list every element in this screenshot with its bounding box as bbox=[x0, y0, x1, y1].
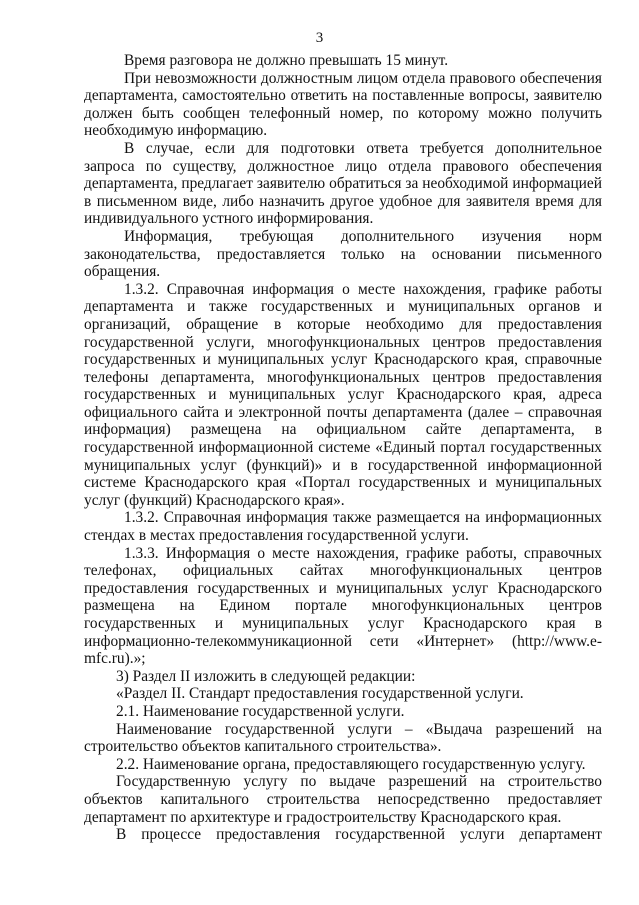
text-line: 2.2. Наименование органа, предоставляющего государственную услугу. bbox=[116, 755, 586, 773]
text-line: телефоны департамента, многофункциональных центров предоставления bbox=[84, 368, 602, 386]
text-line: должен быть сообщен телефонный номер, по которому можно получить bbox=[84, 104, 602, 122]
text-line: государственных и муниципальных услуг Краснодарского края в bbox=[84, 615, 602, 632]
text-line: размещена на Едином портале многофункциональных центров bbox=[84, 597, 602, 615]
text-line: строительство объектов капитального строительства». bbox=[84, 738, 442, 756]
text-line: 1.3.3. Информация о месте нахождения, графике работы, справочных bbox=[124, 544, 602, 562]
text-line: департамента и также государственных и муниципальных органов и bbox=[84, 298, 602, 316]
text-line: При невозможности должностным лицом отдела правового обеспечения bbox=[124, 69, 602, 87]
text-line: Время разговора не должно превышать 15 минут. bbox=[124, 52, 449, 69]
text-line: организаций, обращение в которые необходимо для предоставления bbox=[84, 315, 602, 333]
text-line: услуг (функций) Краснодарского края». bbox=[84, 491, 345, 509]
paragraph bbox=[84, 685, 602, 703]
text-line: индивидуального устного информирования. bbox=[84, 210, 374, 228]
text-line: 3) Раздел II изложить в следующей редакции: bbox=[116, 667, 416, 685]
text-line: mfc.ru).»; bbox=[84, 650, 146, 668]
paragraph bbox=[84, 545, 602, 668]
text-line: Информация, требующая дополнительного изучения норм bbox=[124, 227, 602, 245]
text-line: законодательства, предоставляется только на основании письменного bbox=[84, 245, 602, 263]
text-line: официального сайта и электронной почты департамента (далее – справочная bbox=[84, 403, 602, 421]
text-line: Наименование государственной услуги – «Выдача разрешений на bbox=[116, 720, 602, 738]
text-line: департамента, предлагает заявителю обратиться за необходимой информацией bbox=[84, 175, 602, 193]
paragraph bbox=[84, 826, 602, 844]
text-line: информация) размещена на официальном сайте департамента, в bbox=[84, 421, 602, 439]
text-line: 1.3.2. Справочная информация о месте нахождения, графике работы bbox=[124, 280, 602, 298]
text-line: предоставления государственных и муниципальных услуг Краснодарского bbox=[84, 579, 602, 597]
page-number: 3 bbox=[315, 30, 324, 46]
paragraph bbox=[84, 228, 602, 281]
text-line: департамент по архитектуре и градостроительству Краснодарского края. bbox=[84, 808, 562, 826]
text-line: необходимую информацию. bbox=[84, 122, 268, 140]
paragraph bbox=[84, 773, 602, 826]
text-line: стендах в местах предоставления государственной услуги. bbox=[84, 527, 469, 545]
text-line: системе Краснодарского края «Портал государственных и муниципальных bbox=[84, 474, 602, 492]
paragraph bbox=[84, 70, 602, 140]
paragraph bbox=[84, 281, 602, 510]
paragraph bbox=[84, 721, 602, 756]
document-body bbox=[84, 52, 602, 844]
paragraph bbox=[84, 703, 602, 721]
text-line: В случае, если для подготовки ответа требуется дополнительное bbox=[124, 139, 602, 157]
paragraph bbox=[84, 509, 602, 544]
text-line: муниципальных услуг (функций)» и в государственной информационной bbox=[84, 456, 602, 474]
text-line: «Раздел II. Стандарт предоставления государственной услуги. bbox=[116, 685, 524, 703]
text-line: В процессе предоставления государственной услуги департамент bbox=[116, 826, 602, 844]
text-line: департамента, самостоятельно ответить на поставленные вопросы, заявителю bbox=[84, 87, 602, 105]
text-line: государственных и муниципальных услуг Краснодарского края, адреса bbox=[84, 386, 602, 404]
paragraph bbox=[84, 668, 602, 686]
text-line: запроса по существу, должностное лицо отдела правового обеспечения bbox=[84, 157, 602, 175]
text-line: информационно-телекоммуникационной сети «Интернет» (http://www.e- bbox=[84, 632, 602, 650]
text-line: государственной информационной системе «Единый портал государственных bbox=[84, 439, 602, 457]
text-line: 1.3.2. Справочная информация также размещается на информационных bbox=[124, 509, 602, 527]
paragraph bbox=[84, 756, 602, 774]
text-line: в письменном виде, либо назначить другое удобное для заявителя время для bbox=[84, 192, 602, 210]
paragraph bbox=[84, 52, 602, 70]
text-line: государственных и муниципальных услуг Краснодарского края, справочные bbox=[84, 351, 602, 369]
text-line: обращения. bbox=[84, 263, 161, 281]
text-line: Государственную услугу по выдаче разрешений на строительство bbox=[116, 773, 602, 791]
text-line: 2.1. Наименование государственной услуги. bbox=[116, 702, 405, 720]
text-line: телефонах, официальных сайтах многофункциональных центров bbox=[84, 562, 602, 580]
text-line: государственной услуги, многофункциональных центров предоставления bbox=[84, 333, 602, 351]
paragraph bbox=[84, 140, 602, 228]
text-line: объектов капитального строительства непосредственно предоставляет bbox=[84, 790, 602, 808]
